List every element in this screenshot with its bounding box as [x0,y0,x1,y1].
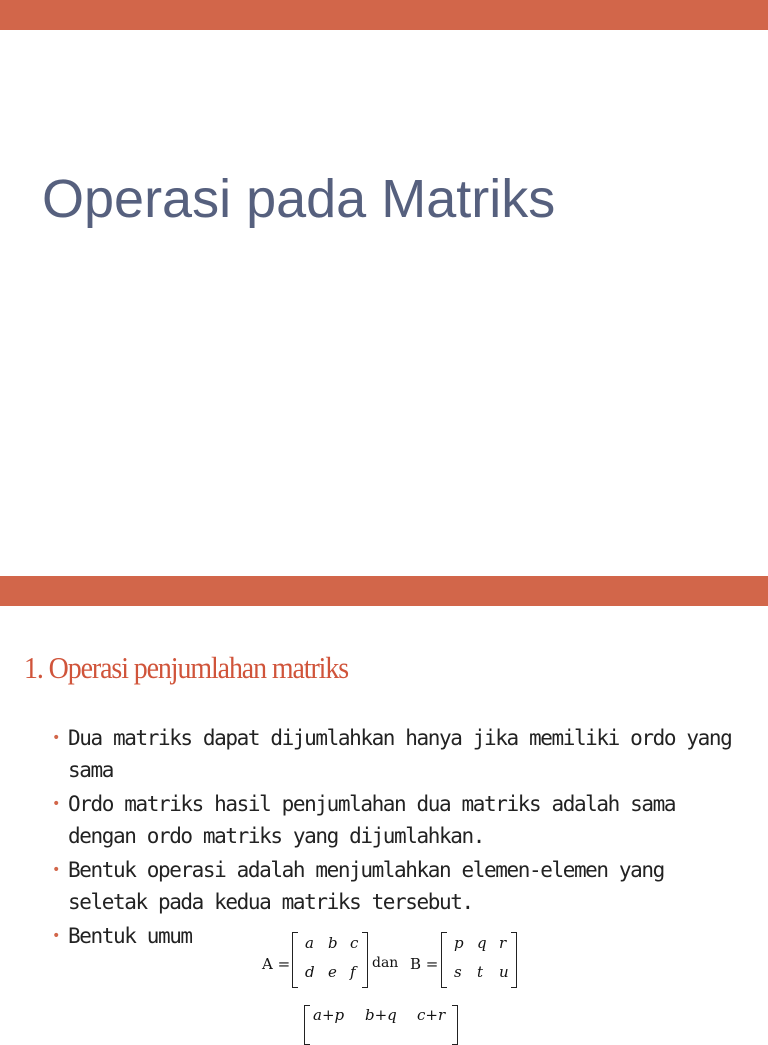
matrix-b [441,932,517,988]
bullet-list [0,722,740,954]
list-item [0,722,740,786]
matrix-cell: q [477,934,487,952]
matrix-cell: t [477,963,484,981]
slide-divider-bar [0,576,768,606]
matrix-a [292,932,368,988]
matrix-cell: a [305,934,314,952]
matrix-sum [304,1005,458,1045]
matrix-cell: a+p [313,1006,345,1024]
matrix-cell: b [328,934,338,952]
bullet-icon: • [52,730,60,746]
list-item [0,920,740,952]
list-item [0,854,740,918]
matrix-a-label: A = [262,955,291,973]
matrix-cell: u [499,963,509,981]
bullet-text: Bentuk umum [68,924,192,948]
matrix-cell: d [305,963,315,981]
section-heading: 1. Operasi penjumlahan matriks [24,650,349,685]
bullet-icon: • [52,862,60,878]
connector-text: dan [372,955,399,971]
matrix-b-label: B = [410,955,439,973]
matrix-cell: c+r [417,1006,446,1024]
bullet-icon: • [52,796,60,812]
bullet-text: Bentuk operasi adalah menjumlahkan elemen-elemen yang seletak pada kedua matriks tersebut. [68,858,664,914]
bullet-text: Ordo matriks hasil penjumlahan dua matriks adalah sama dengan ordo matriks yang dijumlahkan. [68,792,676,848]
list-item [0,788,740,852]
slide-title: Operasi pada Matriks [42,169,556,229]
matrix-cell: s [454,963,462,981]
matrix-cell: e [328,963,337,981]
top-accent-bar [0,0,768,30]
matrix-cell: c [350,934,359,952]
bullet-text: Dua matriks dapat dijumlahkan hanya jika memiliki ordo yang sama [68,726,732,782]
bullet-icon: • [52,928,60,944]
matrix-cell: p [454,934,464,952]
matrix-cell: f [350,963,356,981]
matrix-cell: r [499,934,507,952]
matrix-cell: b+q [365,1006,397,1024]
